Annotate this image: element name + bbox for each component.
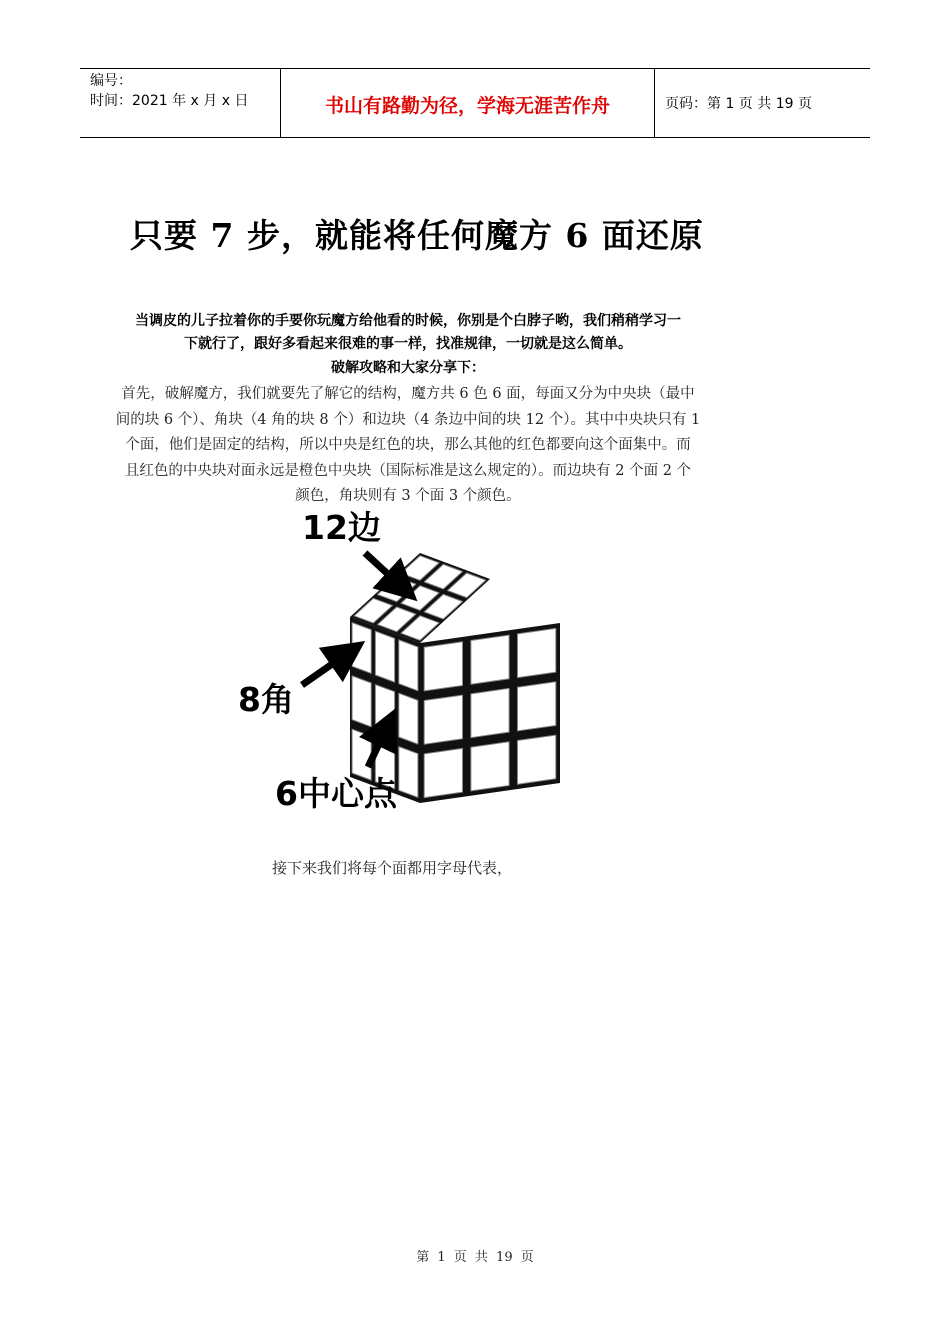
cube-sticker <box>375 631 394 682</box>
header-right-cell <box>655 69 870 137</box>
cube-sticker <box>399 693 418 744</box>
cube-sticker <box>352 623 371 674</box>
cube-sticker <box>518 682 556 731</box>
cube-sticker <box>424 695 462 744</box>
document-title: 只要 7 步，就能将任何魔方 6 面还原 <box>130 216 704 255</box>
section-subheading: 破解攻略和大家分享下： <box>331 360 485 376</box>
rubiks-cube-figure <box>230 505 570 815</box>
page-header <box>80 68 870 138</box>
cube-sticker <box>424 642 462 691</box>
body-paragraph <box>78 382 738 510</box>
body-line: 且红色的中央块对面永远是橙色中央块（国际标准是这么规定的）。而边块有 2 个面 2 个 <box>124 462 692 479</box>
cube-sticker <box>352 676 371 727</box>
header-middle-cell <box>280 69 655 137</box>
cube-sticker <box>399 640 418 691</box>
edges-label: 12边 <box>302 508 381 547</box>
body-line: 首先，破解魔方，我们就要先了解它的结构，魔方共 6 色 6 面，每面又分为中央块（最中 <box>121 386 695 402</box>
edges-arrow <box>365 553 402 587</box>
cube-sticker <box>399 747 418 798</box>
intro-line: 当调皮的儿子拉着你的手要你玩魔方给他看的时候，你别是个白脖子哟，我们稍稍学习一 <box>135 313 681 329</box>
body-line: 个面，他们是固定的结构，所以中央是红色的块，那么其他的红色都要向这个面集中。而 <box>125 437 691 453</box>
time-label: 时间：2021 年 x 月 x 日 <box>90 93 249 109</box>
cube-sticker <box>471 635 509 684</box>
body-line: 颜色，角块则有 3 个面 3 个颜色。 <box>295 488 521 504</box>
cube-sticker <box>471 688 509 737</box>
intro-paragraph <box>78 310 738 356</box>
page-footer: 第 1 页 共 19 页 <box>416 1250 534 1265</box>
header-page-info: 页码：第 1 页 共 19 页 <box>665 96 812 112</box>
cube-sticker <box>424 748 462 797</box>
cube-drawing <box>350 553 560 803</box>
body-line: 间的块 6 个）、角块（4 角的块 8 个）和边块（4 条边中间的块 12 个）。其中中央块只有 1 <box>115 411 701 428</box>
intro-line: 下就行了，跟好多看起来很难的事一样，找准规律，一切就是这么简单。 <box>184 336 632 352</box>
cube-sticker <box>471 742 509 791</box>
corners-arrow <box>302 653 348 685</box>
next-text: 接下来我们将每个面都用字母代表， <box>272 859 513 877</box>
header-meta <box>90 71 248 111</box>
corners-label: 8角 <box>238 680 294 719</box>
centers-label: 6中心点 <box>275 774 397 813</box>
cube-sticker <box>518 628 556 677</box>
header-left-cell <box>80 69 280 137</box>
cube-sticker <box>352 729 371 780</box>
number-label: 编号： <box>90 73 132 89</box>
header-motto: 书山有路勤为径，学海无涯苦作舟 <box>324 95 610 117</box>
cube-sticker <box>518 735 556 784</box>
